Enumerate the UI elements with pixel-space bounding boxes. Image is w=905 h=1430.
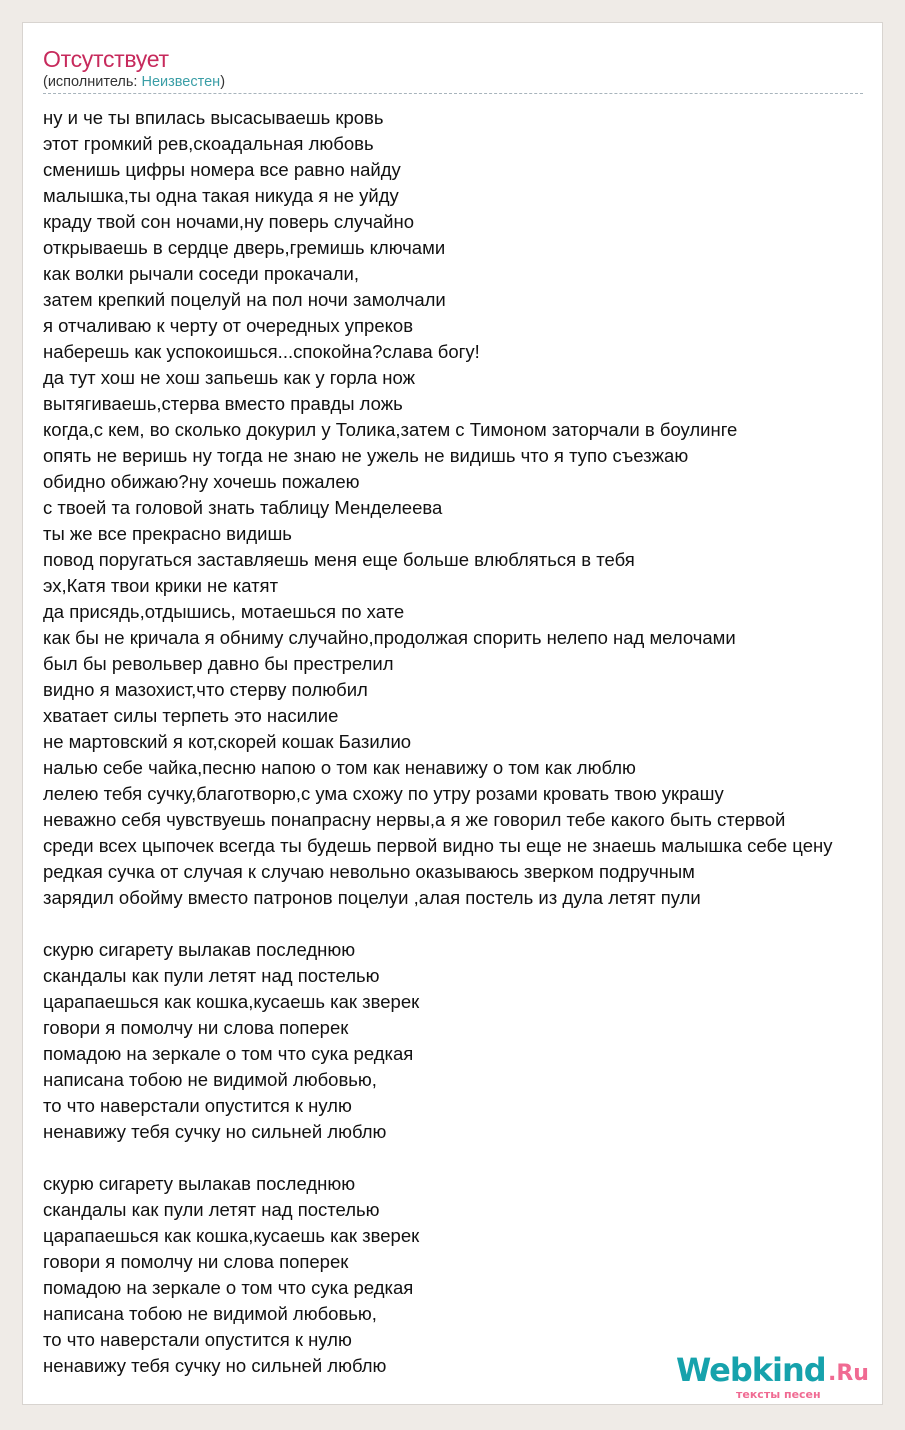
lyric-line: написана тобою не видимой любовью, xyxy=(43,1069,377,1090)
artist-link[interactable]: Неизвестен xyxy=(141,74,221,90)
lyric-line: помадою на зеркале о том что сука редкая xyxy=(43,1277,414,1298)
lyrics-text xyxy=(43,105,832,1379)
lyric-line: говори я помолчу ни слова поперек xyxy=(43,1251,349,1272)
lyric-line: ненавижу тебя сучку но сильней люблю xyxy=(43,1121,387,1142)
divider xyxy=(43,93,863,94)
lyric-line: был бы револьвер давно бы престрелил xyxy=(43,653,394,674)
artist-prefix: (исполнитель: xyxy=(43,74,142,90)
lyric-line: открываешь в сердце дверь,гремишь ключами xyxy=(43,237,446,258)
lyric-line: хватает силы терпеть это насилие xyxy=(43,705,339,726)
lyric-line: царапаешься как кошка,кусаешь как зверек xyxy=(43,1225,420,1246)
artist-suffix: ) xyxy=(220,74,226,90)
lyric-line: неважно себя чувствуешь понапрасну нервы,а я же говорил тебе какого быть стервой xyxy=(43,809,786,830)
lyric-line: зарядил обойму вместо патронов поцелуи ,алая постель из дула летят пули xyxy=(43,887,701,908)
lyric-line: опять не веришь ну тогда не знаю не ужель не видишь что я тупо съезжаю xyxy=(43,445,689,466)
lyric-line: да тут хош не хош запьешь как у горла нож xyxy=(43,367,415,388)
lyric-line: видно я мазохист,что стерву полюбил xyxy=(43,679,368,700)
lyric-line: ненавижу тебя сучку но сильней люблю xyxy=(43,1355,387,1376)
lyric-line: скандалы как пули летят над постелью xyxy=(43,1199,380,1220)
lyric-line: не мартовский я кот,скорей кошак Базилио xyxy=(43,731,412,752)
logo-brand: Webkind xyxy=(676,1351,826,1389)
lyric-line: обидно обижаю?ну хочешь пожалею xyxy=(43,471,360,492)
logo-tagline: тексты песен xyxy=(736,1388,821,1401)
lyric-line: наберешь как успокоишься...спокойна?слава богу! xyxy=(43,341,480,362)
lyric-line: с твоей та головой знать таблицу Менделеева xyxy=(43,497,443,518)
lyric-line: малышка,ты одна такая никуда я не уйду xyxy=(43,185,399,206)
lyric-line: то что наверстали опустится к нулю xyxy=(43,1095,352,1116)
lyric-line: как бы не кричала я обниму случайно,продолжая спорить нелепо над мелочами xyxy=(43,627,736,648)
lyric-line: ты же все прекрасно видишь xyxy=(43,523,292,544)
lyric-line: среди всех цыпочек всегда ты будешь первой видно ты еще не знаешь малышка себе цену xyxy=(43,835,833,856)
lyric-line: говори я помолчу ни слова поперек xyxy=(43,1017,349,1038)
lyrics-card xyxy=(22,22,883,1405)
lyric-line: краду твой сон ночами,ну поверь случайно xyxy=(43,211,414,232)
lyric-line: вытягиваешь,стерва вместо правды ложь xyxy=(43,393,403,414)
lyric-line: лелею тебя сучку,благотворю,с ума схожу по утру розами кровать твою украшу xyxy=(43,783,724,804)
song-title: Отсутствует xyxy=(43,46,169,72)
lyric-line: этот громкий рев,скоадальная любовь xyxy=(43,133,374,154)
webkind-logo[interactable] xyxy=(676,1351,876,1402)
lyric-line: когда,с кем, во сколько докурил у Толика,затем с Тимоном заторчали в боулинге xyxy=(43,419,738,440)
lyric-line: повод поругаться заставляешь меня еще больше влюбляться в тебя xyxy=(43,549,635,570)
lyric-line: редкая сучка от случая к случаю невольно оказываюсь зверком подручным xyxy=(43,861,695,882)
lyric-line: я отчаливаю к черту от очередных упреков xyxy=(43,315,414,336)
lyric-line: скандалы как пули летят над постелью xyxy=(43,965,380,986)
lyric-line: скурю сигарету вылакав последнюю xyxy=(43,939,356,960)
lyric-line: как волки рычали соседи прокачали, xyxy=(43,263,359,284)
logo-tld: .Ru xyxy=(828,1361,869,1386)
lyric-line: сменишь цифры номера все равно найду xyxy=(43,159,401,180)
lyric-line: затем крепкий поцелуй на пол ночи замолчали xyxy=(43,289,446,310)
artist-line xyxy=(43,74,225,91)
lyric-line: ну и че ты впилась высасываешь кровь xyxy=(43,107,384,128)
lyric-line: царапаешься как кошка,кусаешь как зверек xyxy=(43,991,420,1012)
lyric-line: помадою на зеркале о том что сука редкая xyxy=(43,1043,414,1064)
lyric-line: то что наверстали опустится к нулю xyxy=(43,1329,352,1350)
lyric-line: да присядь,отдышись, мотаешься по хате xyxy=(43,601,405,622)
lyric-line: эх,Катя твои крики не катят xyxy=(43,575,279,596)
lyric-line: налью себе чайка,песню напою о том как ненавижу о том как люблю xyxy=(43,757,636,778)
lyric-line: скурю сигарету вылакав последнюю xyxy=(43,1173,356,1194)
lyric-line: написана тобою не видимой любовью, xyxy=(43,1303,377,1324)
